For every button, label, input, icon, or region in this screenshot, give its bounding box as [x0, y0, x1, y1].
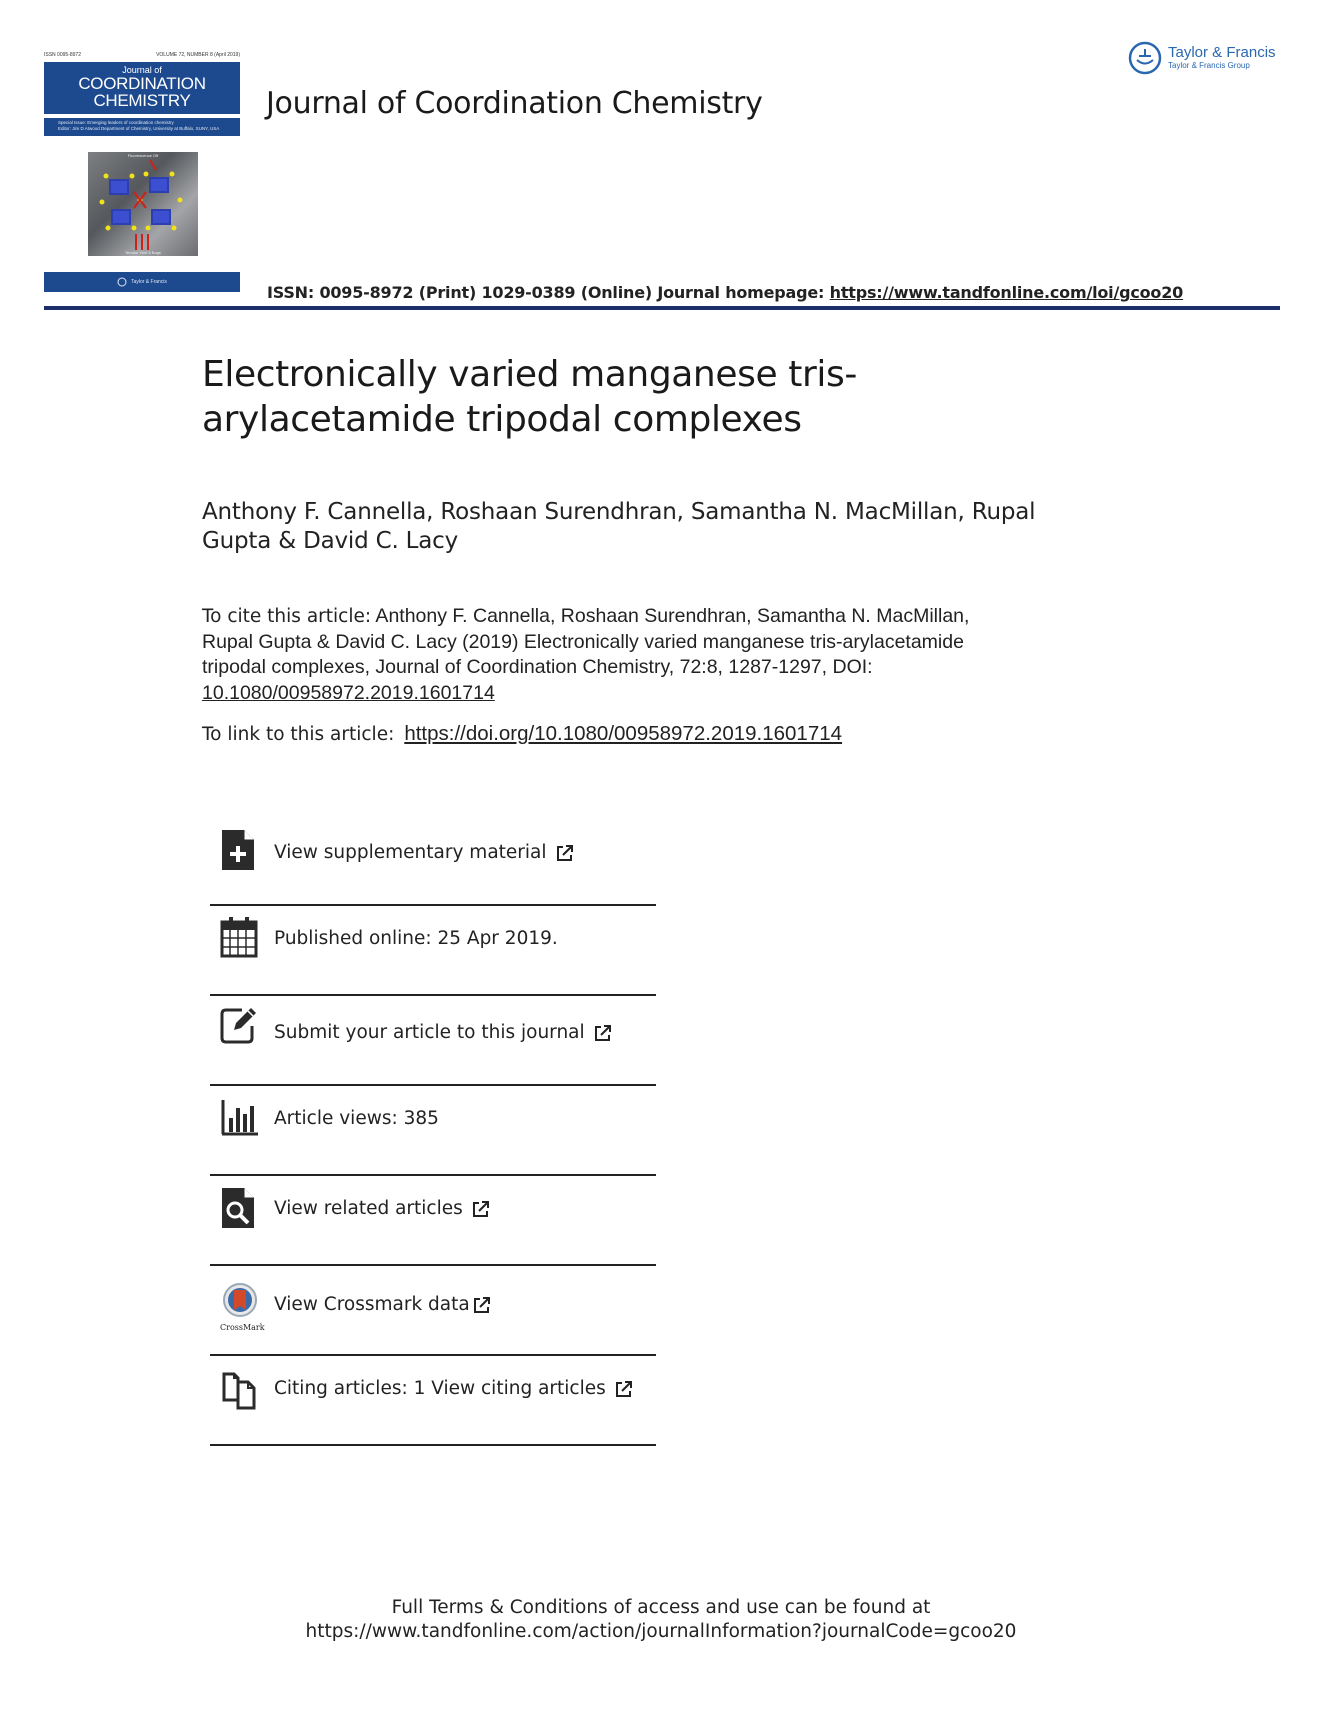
- cite-line1: [202, 604, 1102, 630]
- cover-strip-line1: Special Issue: Emerging leaders of coordination chemistry: [58, 120, 174, 125]
- bar-chart-icon: [220, 1096, 258, 1140]
- issn-line: [267, 283, 1183, 302]
- action-text: View supplementary material: [274, 842, 547, 863]
- cover-footer-band: [44, 272, 240, 292]
- action-article-views: [210, 1086, 656, 1176]
- article-link-line: [202, 722, 842, 746]
- cover-top-line: [44, 52, 240, 62]
- publisher-group: Taylor & Francis Group: [1168, 61, 1250, 70]
- action-text: Article views: 385: [274, 1108, 439, 1129]
- action-label: [274, 928, 558, 949]
- article-doi-link[interactable]: https://doi.org/10.1080/00958972.2019.1601714: [404, 722, 843, 745]
- authors-line1: Anthony F. Cannella, Roshaan Surendhran, Samantha N. MacMillan, Rupal: [202, 499, 1036, 525]
- cite-line3: tripodal complexes, Journal of Coordination Chemistry, 72:8, 1287-1297, DOI:: [202, 656, 873, 678]
- action-text: View Crossmark data: [274, 1294, 470, 1315]
- action-label: [274, 1294, 492, 1315]
- taylor-francis-logo-icon: [1128, 41, 1162, 75]
- action-view-crossmark[interactable]: [210, 1266, 656, 1356]
- citation-block: [202, 604, 1102, 706]
- cover-special-issue-strip: [44, 118, 240, 136]
- crossmark-icon-text: CrossMark: [220, 1323, 265, 1332]
- journal-title: Journal of Coordination Chemistry: [266, 86, 763, 121]
- cover-name-line2: CHEMISTRY: [93, 91, 191, 110]
- cover-molecule-graphic: [88, 152, 198, 256]
- external-link-icon: [471, 1199, 491, 1219]
- article-title-line2: arylacetamide tripodal complexes: [202, 399, 802, 440]
- action-view-supplementary[interactable]: [210, 820, 656, 906]
- cover-publisher-logo-icon: [117, 277, 127, 287]
- cover-journal-of: Journal of: [122, 65, 162, 75]
- cover-publisher-name: Taylor & Francis: [131, 279, 167, 285]
- action-view-related[interactable]: [210, 1176, 656, 1266]
- cover-image: [88, 152, 198, 256]
- cite-line2: Rupal Gupta & David C. Lacy (2019) Electronically varied manganese tris-arylacetamide: [202, 630, 964, 653]
- action-text: View related articles: [274, 1198, 463, 1219]
- issn-text: ISSN: 0095-8972 (Print) 1029-0389 (Online) Journal homepage:: [267, 283, 830, 302]
- cover-image-caption2: Tendon Yard 8 Bags: [125, 250, 161, 255]
- cover-image-caption: Fluorescence Off: [127, 153, 159, 158]
- footer-terms-link[interactable]: https://www.tandfonline.com/action/journalInformation?journalCode=gcoo20: [305, 1621, 1017, 1642]
- search-document-icon: [220, 1186, 258, 1230]
- external-link-icon: [472, 1295, 492, 1315]
- authors-line2: Gupta & David C. Lacy: [202, 528, 459, 554]
- header-divider: [44, 306, 1280, 310]
- action-submit-article[interactable]: [210, 996, 656, 1086]
- cite-label: To cite this article:: [202, 606, 372, 627]
- publisher-name: Taylor & Francis: [1168, 44, 1276, 61]
- action-text: Published online: 25 Apr 2019.: [274, 928, 558, 949]
- external-link-icon: [614, 1379, 634, 1399]
- external-link-icon: [593, 1023, 613, 1043]
- cite-text1: Anthony F. Cannella, Roshaan Surendhran, Samantha N. MacMillan,: [371, 605, 970, 627]
- journal-cover: [44, 52, 240, 292]
- action-label: [274, 1198, 491, 1219]
- publisher-logo[interactable]: [1128, 38, 1288, 78]
- action-text: Submit your article to this journal: [274, 1022, 585, 1043]
- journal-homepage-link[interactable]: https://www.tandfonline.com/loi/gcoo20: [829, 283, 1184, 302]
- article-title: [202, 352, 1102, 442]
- article-title-line1: Electronically varied manganese tris-: [202, 354, 857, 395]
- action-published-online: [210, 906, 656, 996]
- crossmark-badge: [220, 1282, 262, 1318]
- action-label: [274, 1378, 634, 1399]
- action-citing-articles[interactable]: [210, 1356, 656, 1446]
- cover-volume: VOLUME 72, NUMBER 8 (April 2019): [156, 52, 240, 58]
- link-label: To link to this article:: [202, 724, 395, 745]
- calendar-icon: [220, 916, 258, 960]
- action-label: [274, 1022, 613, 1043]
- cover-issn: ISSN 0095-8972: [44, 52, 81, 58]
- cite-doi-link[interactable]: 10.1080/00958972.2019.1601714: [202, 681, 495, 704]
- cover-strip-line2: Editor: Jim D Atwood Department of Chemistry, University at Buffalo, SUNY, USA: [58, 126, 220, 131]
- edit-icon: [220, 1004, 258, 1048]
- publisher-text: [1168, 45, 1276, 71]
- copy-documents-icon: [220, 1366, 258, 1410]
- footer-line1: Full Terms & Conditions of access and use can be found at: [391, 1597, 931, 1618]
- cover-name-line1: COORDINATION: [78, 74, 206, 93]
- terms-footer: [0, 1596, 1322, 1644]
- file-plus-icon: [220, 828, 258, 872]
- action-text: Citing articles: 1 View citing articles: [274, 1378, 606, 1399]
- article-authors: [202, 498, 1162, 556]
- cover-title-band: [44, 62, 240, 114]
- crossmark-icon: [220, 1282, 265, 1332]
- action-label: [274, 1108, 439, 1129]
- action-label: [274, 842, 575, 863]
- external-link-icon: [555, 843, 575, 863]
